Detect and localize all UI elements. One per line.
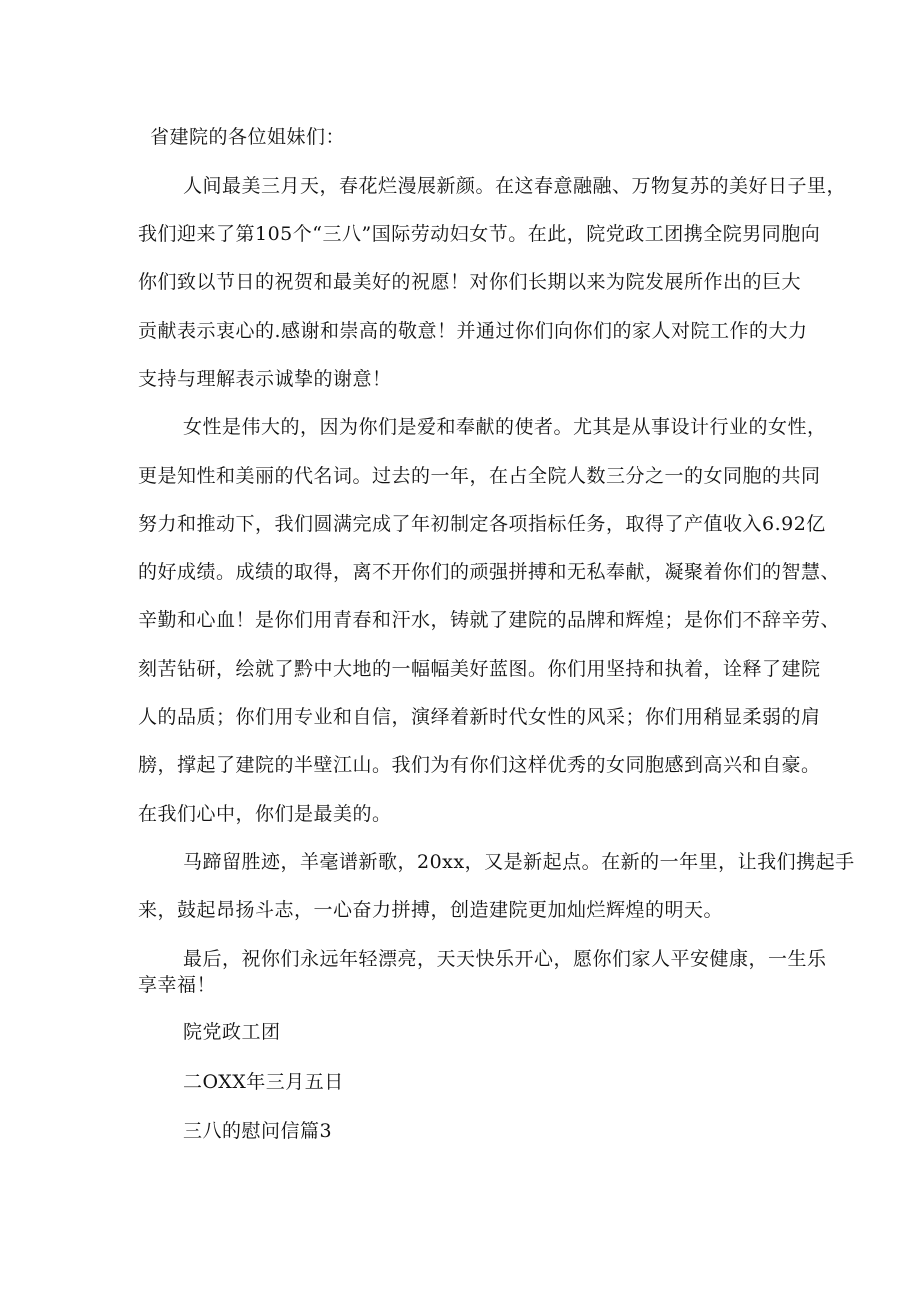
paragraph-line: 我们迎来了第105个“三八”国际劳动妇女节。在此，院党政工团携全院男同胞向 <box>138 223 821 245</box>
paragraph-line: 辛勤和心血！是你们用青春和汗水，铸就了建院的品牌和辉煌；是你们不辞辛劳、 <box>138 609 841 631</box>
date: 二OXX年三月五日 <box>183 1071 344 1093</box>
paragraph-line: 的好成绩。成绩的取得，离不开你们的顽强拼搏和无私奉献，凝聚着你们的智慧、 <box>138 561 841 583</box>
paragraph-line: 支持与理解表示诚挚的谢意！ <box>138 368 392 390</box>
paragraph-line: 刻苦钻研，绘就了黔中大地的一幅幅美好蓝图。你们用坚持和执着，诠释了建院 <box>138 658 821 680</box>
next-section-title: 三八的慰问信篇3 <box>183 1120 333 1142</box>
paragraph-line: 女性是伟大的，因为你们是爱和奉献的使者。尤其是从事设计行业的女性， <box>183 416 827 438</box>
paragraph-line: 最后，祝你们永远年轻漂亮，天天快乐开心，愿你们家人平安健康，一生乐 <box>183 948 827 970</box>
paragraph-line: 来，鼓起昂扬斗志，一心奋力拼搏，创造建院更加灿烂辉煌的明天。 <box>138 899 724 921</box>
paragraph-line: 你们致以节日的祝贺和最美好的祝愿！对你们长期以来为院发展所作出的巨大 <box>138 271 802 293</box>
paragraph-line: 贡献表示衷心的.感谢和崇高的敬意！并通过你们向你们的家人对院工作的大力 <box>138 320 808 342</box>
paragraph-line: 人间最美三月天，春花烂漫展新颜。在这春意融融、万物复苏的美好日子里， <box>183 175 847 197</box>
paragraph-line: 努力和推动下，我们圆满完成了年初制定各项指标任务，取得了产值收入6.92亿 <box>138 513 826 535</box>
paragraph-line: 膀，撑起了建院的半壁江山。我们为有你们这样优秀的女同胞感到高兴和自豪。 <box>138 754 821 776</box>
paragraph-line: 在我们心中，你们是最美的。 <box>138 803 392 825</box>
paragraph-line: 更是知性和美丽的代名词。过去的一年，在占全院人数三分之一的女同胞的共同 <box>138 465 821 487</box>
paragraph-line: 人的品质；你们用专业和自信，演绎着新时代女性的风采；你们用稍显柔弱的肩 <box>138 706 821 728</box>
salutation: 省建院的各位姐妹们： <box>150 126 346 148</box>
paragraph-line: 马蹄留胜迹，羊毫谱新歌，20xx，又是新起点。在新的一年里，让我们携起手 <box>183 851 855 873</box>
signature: 院党政工团 <box>183 1021 281 1043</box>
paragraph-line: 享幸福！ <box>138 974 217 996</box>
